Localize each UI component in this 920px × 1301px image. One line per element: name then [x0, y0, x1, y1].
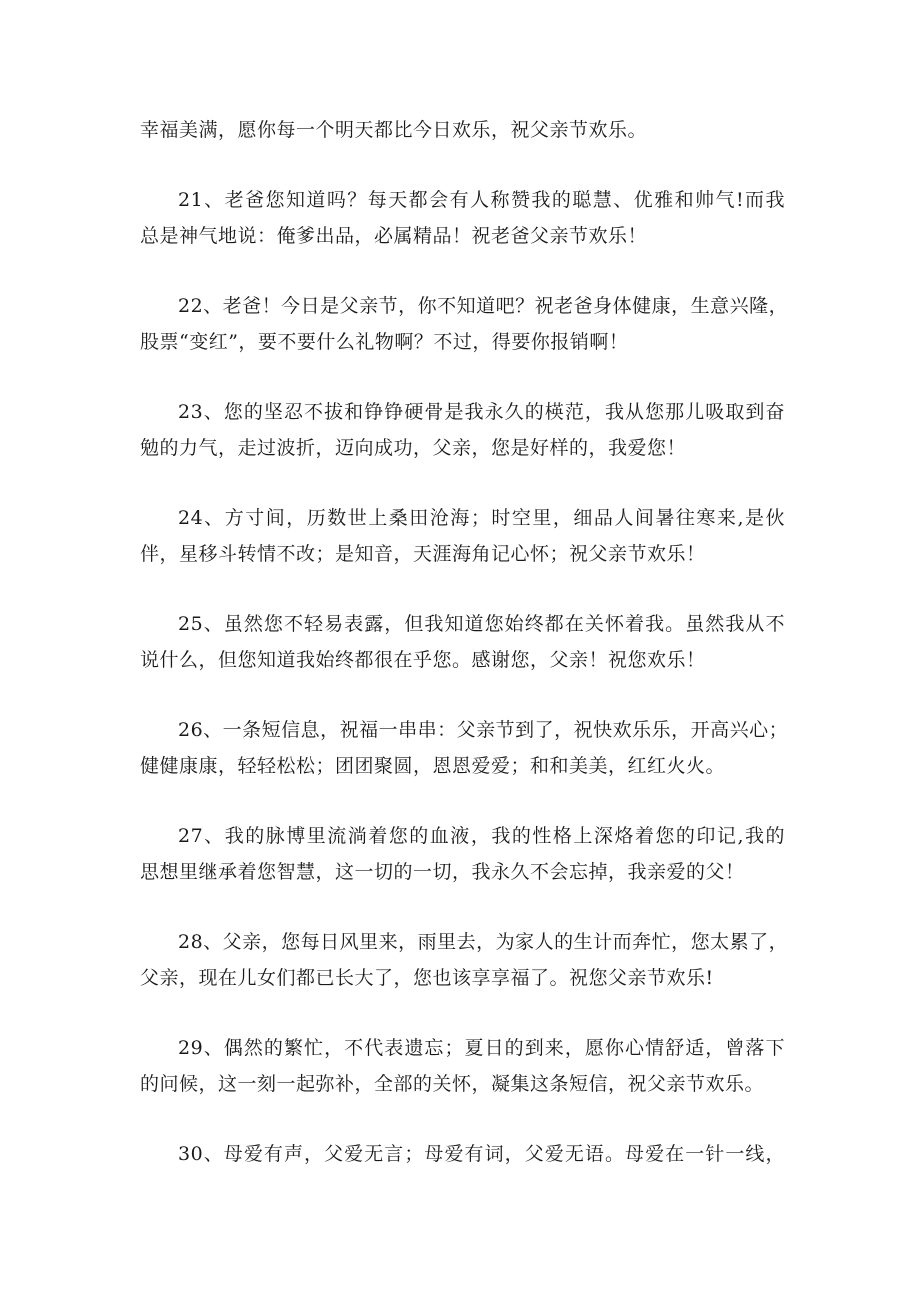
text-line: 幸福美满，愿你每一个明天都比今日欢乐，祝父亲节欢乐。 — [140, 119, 648, 141]
paragraph-23 — [140, 394, 785, 466]
paragraph-25 — [140, 606, 785, 678]
text-line: 23、您的坚忍不拔和铮铮硬骨是我永久的楧范，我从您那儿吸取到奋 — [178, 401, 785, 423]
paragraph-28 — [140, 924, 789, 996]
paragraph-24 — [140, 500, 785, 572]
paragraph-27 — [140, 818, 785, 890]
paragraph-continued — [140, 112, 785, 148]
text-line: 的问候，这一刻一起弥补，全部的关怀，凝集这条短信，祝父亲节欢乐。 — [140, 1073, 765, 1095]
text-line: 21、老爸您知道吗？每天都会有人称赞我的聪慧、优雅和帅气!而我 — [178, 189, 785, 211]
paragraph-22 — [140, 288, 789, 360]
paragraph-30 — [140, 1136, 785, 1172]
text-line: 父亲，现在儿女们都已长大了，您也该享享福了。祝您父亲节欢乐! — [140, 967, 714, 989]
text-line: 股票“变红”，要不要什么礼物啊？不过，得要你报销啊！ — [140, 331, 629, 353]
text-line: 26、一条短信息，祝福一串串：父亲节到了，祝快欢乐乐，开高兴心； — [178, 719, 789, 741]
text-line: 30、母爱有声，父爱无言；母爱有词，父爱无语。母爱在一针一线， — [178, 1143, 785, 1165]
text-line: 总是神气地说：俺爹出品，必属精品！祝老爸父亲节欢乐！ — [140, 225, 648, 247]
text-line: 思想里继承着您智慧，这一切的一切，我永久不会忘掉，我亲爱的父！ — [140, 861, 745, 883]
paragraph-29 — [140, 1030, 785, 1102]
text-line: 伴，星移斗转情不改；是知音，天涯海角记心怀；祝父亲节欢乐！ — [140, 543, 706, 565]
text-line: 29、偶然的繁忙，不代表遗忘；夏日的到来，愿你心情舒适，曾落下 — [178, 1037, 785, 1059]
paragraph-26 — [140, 712, 789, 784]
document-body — [140, 112, 789, 1206]
text-line: 健健康康，轻轻松松；团团聚圆，恩恩爱爱；和和美美，红红火火。 — [140, 755, 726, 777]
paragraph-21 — [140, 182, 785, 254]
text-line: 27、我的脉博里流淌着您的血液，我的性格上深烙着您的印记,我的 — [178, 825, 785, 847]
text-line: 勉的力气，走过波折，迈向成功，父亲，您是好样的，我爱您！ — [140, 437, 687, 459]
text-line: 28、父亲，您每日风里来，雨里去，为家人的生计而奔忙，您太累了， — [178, 931, 789, 953]
text-line: 24、方寸间，历数世上桑田沧海；时空里，细品人间暑往寒来,是伙 — [178, 507, 785, 529]
text-line: 说什么，但您知道我始终都很在乎您。感谢您，父亲！祝您欢乐！ — [140, 649, 706, 671]
text-line: 22、老爸！今日是父亲节，你不知道吧？祝老爸身体健康，生意兴隆， — [178, 295, 789, 317]
text-line: 25、虽然您不轻易表露，但我知道您始终都在关怀着我。虽然我从不 — [178, 613, 785, 635]
